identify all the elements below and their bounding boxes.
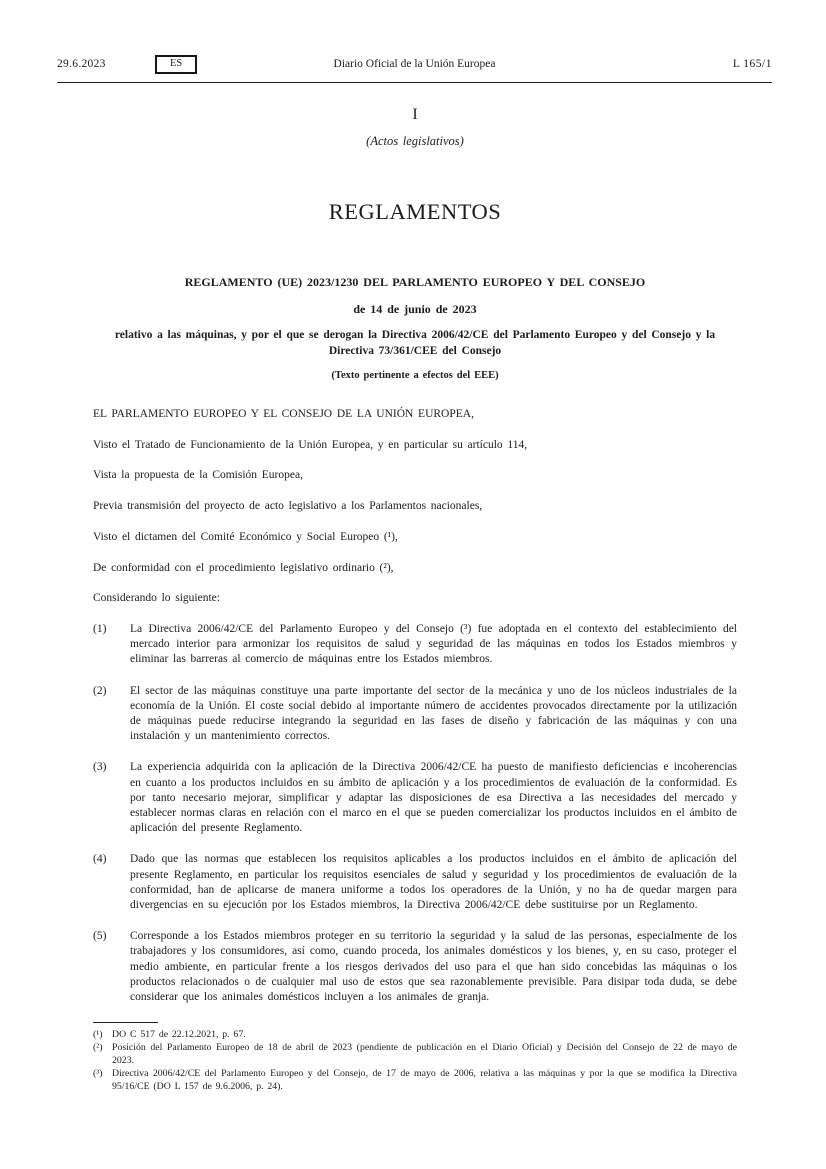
page-header bbox=[57, 55, 772, 77]
recital bbox=[93, 760, 737, 836]
footnote-marker: (¹) bbox=[93, 1029, 103, 1040]
recital-text: La Directiva 2006/42/CE del Parlamento Europeo y del Consejo (³) fue adoptada en el contexto del establecimiento del mercado interior para armonizar los requisitos de salud y seguridad de las máquinas en todos los Estados miembros y eliminar las barreras al comercio de máquinas entre los Estados miembros. bbox=[130, 622, 737, 666]
footnote-marker: (³) bbox=[93, 1068, 103, 1079]
page-reference: L 165/1 bbox=[732, 58, 772, 70]
preamble-paragraph: Previa transmisión del proyecto de acto legislativo a los Parlamentos nacionales, bbox=[93, 500, 483, 513]
language-badge: ES bbox=[155, 55, 197, 74]
recital bbox=[93, 929, 737, 1005]
recital-number: (2) bbox=[93, 684, 107, 697]
footnote-marker: (²) bbox=[93, 1042, 103, 1053]
eea-relevance-note: (Texto pertinente a efectos del EEE) bbox=[331, 370, 499, 381]
document-body bbox=[93, 96, 737, 1021]
footnote-text: DO C 517 de 22.12.2021, p. 67. bbox=[112, 1029, 246, 1040]
recital-text: La experiencia adquirida con la aplicación de la Directiva 2006/42/CE ha puesto de manifiesto deficiencias e incoherencias en cuanto a los productos incluidos en su ámbito de aplicación y a los procedimientos de evaluación de la conformidad. Es por tanto necesario mejorar, simplificar y adaptar las disposiciones de esa Directiva a las necesidades del mercado y establecer normas claras en relación con el marco en el que se pueden comercializar los productos incluidos en el ámbito de aplicación del presente Reglamento. bbox=[130, 761, 737, 835]
recital-text: Corresponde a los Estados miembros proteger en su territorio la seguridad y la salud de las personas, especialmente de los trabajadores y los consumidores, así como, cuando proceda, los animales domésticos y los bienes, y, en su caso, proteger el medio ambiente, en particular frente a los riesgos derivados del uso para el que han sido concebidas las máquinas o los productos relacionados o de cualquier mal uso de estos que sea razonablemente previsible. Para disipar toda duda, se debe considerar que los animales domésticos incluyen a los animales de granja. bbox=[130, 930, 737, 1003]
recital bbox=[93, 622, 737, 668]
footnotes bbox=[93, 1022, 737, 1093]
recital bbox=[93, 852, 737, 913]
section-number: I bbox=[412, 106, 418, 123]
footnote bbox=[93, 1067, 737, 1093]
preamble-paragraph: Visto el Tratado de Funcionamiento de la Unión Europea, y en particular su artículo 114, bbox=[93, 438, 528, 451]
footnote-text: Posición del Parlamento Europeo de 18 de abril de 2023 (pendiente de publicación en el Diario Oficial) y Decisión del Consejo de 22 de mayo de 2023. bbox=[112, 1042, 737, 1066]
preamble-paragraph: EL PARLAMENTO EUROPEO Y EL CONSEJO DE LA UNIÓN EUROPEA, bbox=[93, 408, 474, 420]
journal-title: Diario Oficial de la Unión Europea bbox=[333, 58, 496, 70]
recital-number: (3) bbox=[93, 761, 107, 774]
regulation-subject: relativo a las máquinas, y por el que se derogan la Directiva 2006/42/CE del Parlamento Europeo y del Consejo y la Directiva 73/361/CEE del Consejo bbox=[114, 329, 716, 357]
footnote bbox=[93, 1028, 737, 1041]
recital-number: (5) bbox=[93, 930, 107, 943]
regulation-date-line: de 14 de junio de 2023 bbox=[353, 302, 477, 316]
recital-text: El sector de las máquinas constituye una parte importante del sector de la mecánica y uno de los núcleos industriales de la economía de la Unión. El coste social debido al importante número de accidentes provocados directamente por la utilización de máquinas puede reducirse integrando la seguridad en las fases de diseño y fabricación de las máquinas y con una instalación y un mantenimiento correctos. bbox=[130, 684, 737, 743]
regulation-title: REGLAMENTO (UE) 2023/1230 DEL PARLAMENTO EUROPEO Y DEL CONSEJO bbox=[184, 275, 646, 289]
section-subtitle: (Actos legislativos) bbox=[366, 134, 464, 148]
header-date: 29.6.2023 bbox=[57, 58, 106, 70]
recitals bbox=[93, 622, 737, 1005]
recital-number: (4) bbox=[93, 853, 107, 866]
footnote-separator bbox=[93, 1022, 158, 1023]
header-rule bbox=[57, 82, 772, 83]
recital bbox=[93, 684, 737, 745]
preamble-paragraph: De conformidad con el procedimiento legislativo ordinario (²), bbox=[93, 561, 394, 574]
recital-text: Dado que las normas que establecen los requisitos aplicables a los productos incluidos en el ámbito de aplicación del presente Reglamento, en particular los requisitos esenciales de salud y seguridad y los procedimientos de evaluación de la conformidad, han de aplicarse de manera uniforme a todos los operadores de la Unión, y no ha de quedar margen para divergencias en su ejecución por los Estados miembros, la Directiva 2006/42/CE debe sustituirse por un Reglamento. bbox=[130, 853, 737, 911]
preamble-paragraph: Vista la propuesta de la Comisión Europea, bbox=[93, 469, 303, 482]
footnote bbox=[93, 1041, 737, 1067]
preamble bbox=[93, 407, 737, 606]
section-category: REGLAMENTOS bbox=[328, 199, 502, 224]
footnote-text: Directiva 2006/42/CE del Parlamento Europeo y del Consejo, de 17 de mayo de 2006, relativa a las máquinas y por la que se modifica la Directiva 95/16/CE (DO L 157 de 9.6.2006, p. 24). bbox=[112, 1068, 737, 1092]
preamble-paragraph: Considerando lo siguiente: bbox=[93, 592, 220, 605]
preamble-paragraph: Visto el dictamen del Comité Económico y Social Europeo (¹), bbox=[93, 530, 398, 543]
recital-number: (1) bbox=[93, 622, 107, 635]
